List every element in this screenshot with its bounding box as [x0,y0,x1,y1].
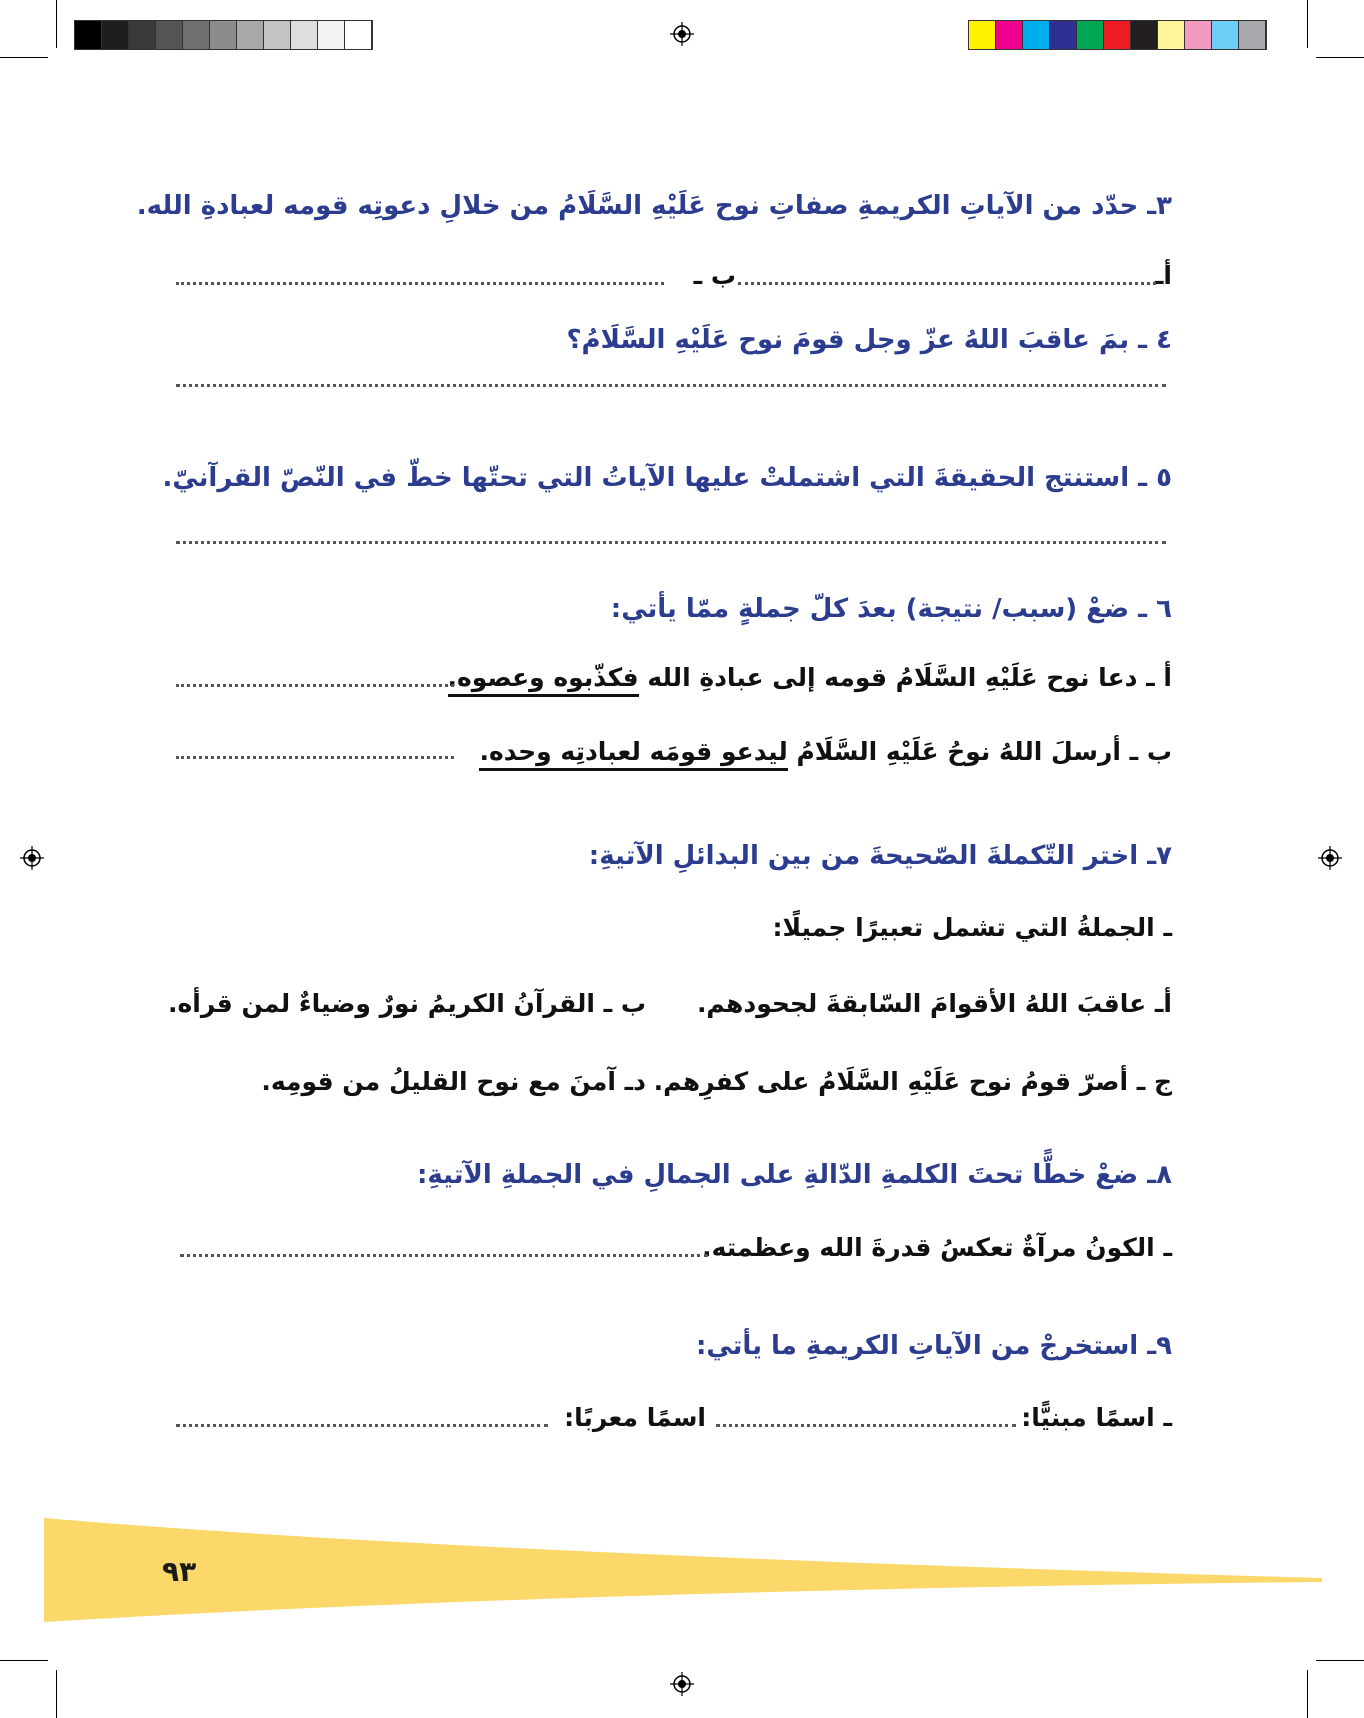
q3-answer-a-line[interactable] [738,282,1156,285]
color-swatch [1104,21,1131,49]
q6-item-b-text: ب ـ أرسلَ اللهُ نوحُ عَلَيْهِ السَّلَامُ [796,737,1172,766]
color-swatch [969,21,996,49]
gray-swatch [318,21,345,49]
gray-swatch [102,21,129,49]
color-swatch [1023,21,1050,49]
q6-item-a [448,660,1172,696]
q3-option-b-label: ب ـ [693,261,736,290]
color-swatch [1212,21,1239,49]
q7-option-b[interactable]: ب ـ القرآنُ الكريمُ نورٌ وضياءٌ لمن قرأه. [168,989,646,1018]
gray-swatch [291,21,318,49]
question-7: ٧ـ اختر التّكملةَ الصّحيحةَ من بين البدائلِ الآتيةِ: [588,841,1172,871]
footer-band [0,1500,1364,1630]
question-5: ٥ ـ استنتج الحقيقةَ التي اشتملتْ عليها الآياتُ التي تحتّها خطّ في النّصّ القرآنيّ. [162,463,1172,493]
registration-mark-icon [670,22,694,46]
page-number: ٩٣ [162,1555,197,1588]
registration-mark-icon [670,1672,694,1696]
color-swatch [1050,21,1077,49]
gray-swatch [183,21,210,49]
gray-swatch [345,21,372,49]
registration-mark-icon [1318,846,1342,870]
q7-option-a[interactable]: أـ عاقبَ اللهُ الأقوامَ السّابقةَ لجحودهم. [696,989,1172,1018]
gray-swatch [237,21,264,49]
q5-answer-line[interactable] [176,541,1166,544]
question-6: ٦ ـ ضعْ (سبب/ نتيجة) بعدَ كلّ جملةٍ ممّا يأتي: [610,594,1172,624]
q6-answer-a-line[interactable] [176,684,454,687]
gray-swatch [156,21,183,49]
q3-answer-b-line[interactable] [176,282,664,285]
color-swatch [1185,21,1212,49]
q9-built-label: ـ اسمًا مبنيًّا: [1021,1403,1172,1432]
gray-swatch [264,21,291,49]
color-swatch [1158,21,1185,49]
grayscale-bar [74,20,373,50]
question-4: ٤ ـ بمَ عاقبَ اللهُ عزّ وجل قومَ نوح عَلَيْهِ السَّلَامُ؟ [566,325,1172,355]
color-swatch [1077,21,1104,49]
question-9: ٩ـ استخرجْ من الآياتِ الكريمةِ ما يأتي: [695,1331,1172,1361]
q8-answer-line[interactable] [180,1254,708,1257]
color-swatch [996,21,1023,49]
gray-swatch [129,21,156,49]
color-swatch [1239,21,1266,49]
q3-option-a-label: أـ [1154,261,1172,290]
q8-sentence: ـ الكونُ مرآةٌ تعكسُ قدرةَ الله وعظمته. [702,1233,1172,1262]
q7-option-c[interactable]: ج ـ أصرّ قومُ نوح عَلَيْهِ السَّلَامُ على كفرِهم. [653,1067,1172,1096]
q6-item-a-text: أ ـ دعا نوح عَلَيْهِ السَّلَامُ قومه إلى عبادةِ الله [647,663,1172,692]
q7-stem: ـ الجملةُ التي تشمل تعبيرًا جميلًا: [772,913,1172,942]
question-3: ٣ـ حدّد من الآياتِ الكريمةِ صفاتِ نوح عَلَيْهِ السَّلَامُ من خلالِ دعوتِه قومه لعبادةِ الله. [136,191,1172,221]
q6-item-a-underlined: فكذّبوه وعصوه. [448,663,639,697]
gray-swatch [75,21,102,49]
gray-swatch [210,21,237,49]
q6-item-b-underlined: ليدعو قومَه لعبادتِه وحده. [479,737,787,771]
q9-declined-label: اسمًا معربًا: [564,1403,706,1432]
q6-answer-b-line[interactable] [176,756,454,759]
q9-declined-answer-line[interactable] [176,1424,548,1427]
question-8: ٨ـ ضعْ خطًّا تحتَ الكلمةِ الدّالةِ على الجمالِ في الجملةِ الآتيةِ: [417,1160,1172,1190]
q6-item-b [479,734,1172,770]
color-bar [968,20,1267,50]
q7-option-d[interactable]: دـ آمنَ مع نوح القليلُ من قومِه. [261,1067,646,1096]
q9-built-answer-line[interactable] [716,1424,1016,1427]
registration-mark-icon [20,846,44,870]
q4-answer-line[interactable] [176,384,1166,387]
color-swatch [1131,21,1158,49]
